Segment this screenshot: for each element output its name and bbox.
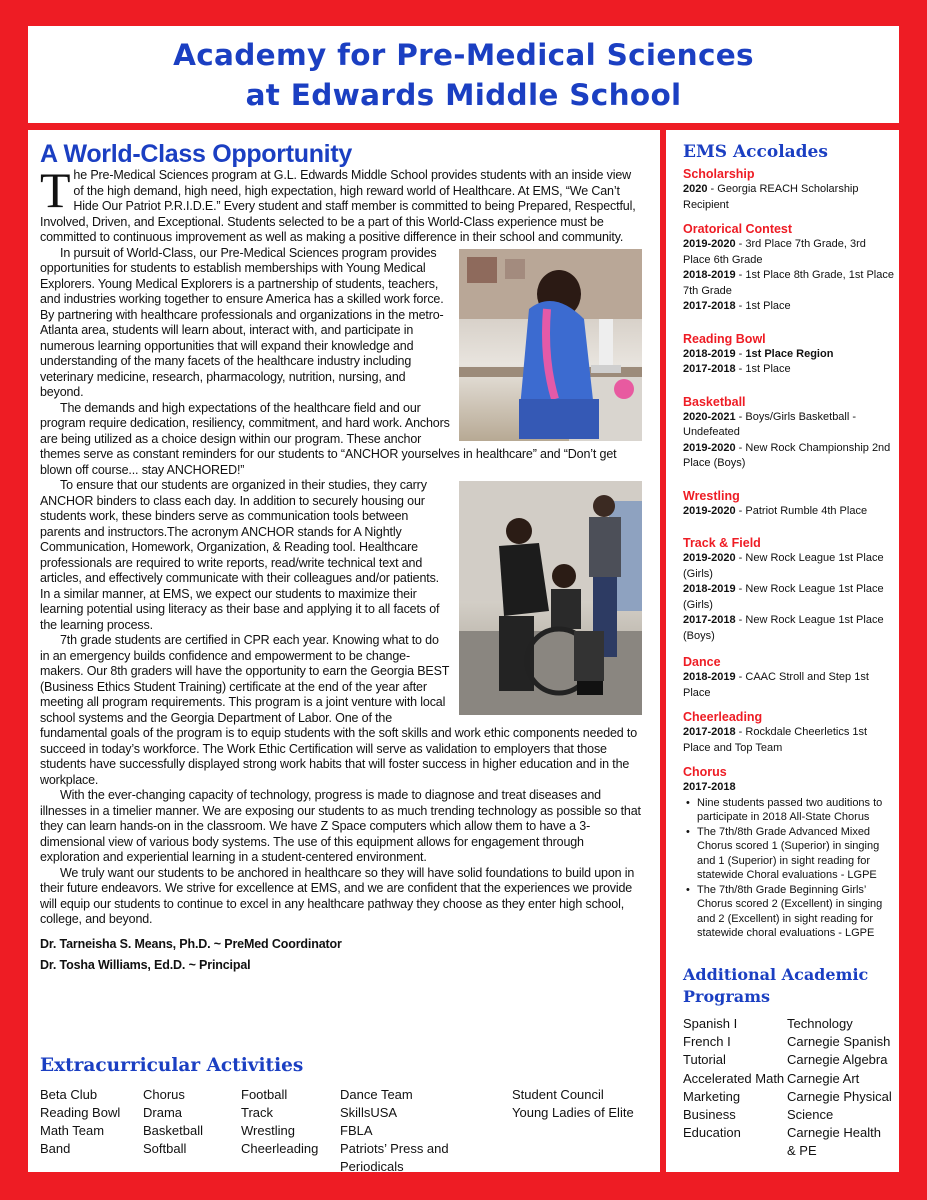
extracurricular-column [512,1086,636,1176]
photo-wheelchair-illustration [459,481,642,715]
accolade-heading: Reading Bowl [683,331,766,346]
program-item: Spanish I [683,1016,738,1031]
program-item: Carnegie Algebra [787,1052,888,1068]
program-item: Technology [787,1016,853,1031]
accolade-basketball [683,394,895,472]
accolade-entry: 2019-2020 - Patriot Rumble 4th Place [683,504,868,517]
activity-item: Young Ladies of Elite [512,1105,634,1120]
accolade-entry: 2017-2018 - New Rock League 1st Place (Boys) [683,614,884,642]
program-item: & PE [787,1143,817,1159]
paragraph-5: 7th grade students are certified in CPR each year. Knowing what to do in an emergency builds confidence and empowerment to be change-makers. Our 8th graders will have the opportunity to earn the Georgia BEST (Business Ethics Student Training) certificate at the end of the year after meeting all program requirements. This program is a joint venture with local school systems and the Georgia Department of Labor. One of the fundamental goals of the program is to equip students with the soft skills and work ethic components needed to succeed in today’s workforce. The Work Ethic Certification will serve as validation to employers that those students have successfully displayed strong work habits that will foster success in higher education and in the workplace. [40,633,638,787]
program-item: Business [683,1107,736,1123]
activity-item: Patriots’ Press and Periodicals [340,1141,449,1174]
paragraph-4: To ensure that our students are organized in their studies, they carry ANCHOR binders to class each day. In addition to securely housing our students work, these binders serve as communication tools between parents and instructors.The acronym ANCHOR stands for A Nightly Communication, Homework, Organization, & Reading tool. Healthcare professionals are required to write reports, read/write technical text and articles, and effectively communicate with their colleagues and/or patients. In a similar manner, at EMS, we expect our students to maximize their learning potential using literacy as their base and applying it to all facets of the learning process. [40,478,440,632]
accolade-reading-bowl [683,331,895,378]
program-item: French I [683,1034,731,1050]
paragraph-1 [40,162,644,246]
accolade-entry: 2018-2019 - 1st Place 8th Grade, 1st Place 7th Grade [683,269,894,297]
section-title: A World-Class Opportunity [40,140,352,168]
accolade-entry: 2017-2018 - 1st Place [683,363,791,375]
accolade-wrestling [683,488,895,520]
photo-microscope-illustration [459,249,642,441]
accolade-entry: 2018-2019 - CAAC Stroll and Step 1st Place [683,671,869,699]
activity-item: Softball [143,1141,187,1156]
accolade-dance [683,654,895,701]
accolade-cheerleading [683,709,895,756]
activity-item: Wrestling [241,1123,295,1138]
accolade-entry: 2019-2020 - New Rock League 1st Place (Girls) [683,552,884,580]
accolade-heading: Scholarship [683,167,755,181]
activity-item: Chorus [143,1087,185,1102]
activity-item: Math Team [40,1123,105,1138]
program-item: Carnegie Health [787,1125,881,1141]
activity-item: Beta Club [40,1087,98,1102]
program-item: Accelerated Math [683,1070,785,1086]
program-item: Science [787,1107,834,1123]
accolade-entry: 2017-2018 - 1st Place [683,300,791,312]
additional-programs-list [683,1015,895,1161]
photo-wheelchair-training [459,481,642,715]
program-item: Education [683,1125,741,1141]
activity-item: FBLA [340,1123,373,1138]
activity-item: Drama [143,1105,183,1120]
accolade-heading: Dance [683,655,721,669]
photo-student-microscope [459,249,642,441]
extracurricular-column [340,1086,498,1176]
extracurricular-list [40,1086,636,1176]
accolade-heading: Wrestling [683,488,740,503]
activity-item: Basketball [143,1123,203,1138]
accolade-entry: 2018-2019 - 1st Place Region [683,347,834,360]
accolade-entry: 2020 - Georgia REACH Scholarship Recipient [683,183,859,211]
accolade-heading: Oratorical Contest [683,222,793,236]
extracurricular-column [40,1086,129,1176]
accolade-chorus [683,764,895,941]
program-item: Carnegie Physical [787,1088,892,1104]
activity-item: Dance Team [340,1087,413,1102]
accolade-heading: Chorus [683,765,727,779]
page-title [28,26,899,115]
activity-item: Football [241,1087,288,1102]
accolade-entry: 2020-2021 - Boys/Girls Basketball - Undefeated [683,410,857,438]
extracurricular-column [143,1086,227,1176]
article-body [40,162,644,976]
accolade-heading: Track & Field [683,536,761,550]
programs-column [683,1015,787,1161]
accolades-list [683,164,895,941]
list-item: • The 7th/8th Grade Beginning Girls’ Chorus scored 2 (Excellent) in singing and 2 (Excellent) in sight reading for statewide choral evaluations - LGPE [683,883,895,941]
paragraph-7: We truly want our students to be anchored in healthcare so they will have solid foundations to build upon in their future endeavors. We strive for excellence at EMS, and we are confident that the experiences we provide will equip our students to continue to excel in any healthcare pathway they choose as they enter high school, college, and beyond. [40,865,635,926]
drop-cap: T [40,162,71,218]
signature-coordinator: Dr. Tarneisha S. Means, Ph.D. ~ PreMed Coordinator [40,936,342,951]
accolade-entry: 2018-2019 - New Rock League 1st Place (Girls) [683,583,884,611]
accolade-entry: 2017-2018 [683,781,736,793]
title-line-2: at Edwards Middle School [245,78,682,112]
paragraph-2: In pursuit of World-Class, our Pre-Medical Sciences program provides opportunities for students to establish memberships with Young Medical Explorers. Young Medical Explorers is a partnership of students, teachers, and industries working together to ensure America has a skilled work force. By partnering with healthcare professionals and organizations in the metro-Atlanta area, students will learn about, interact with, and participate in numerous learning opportunities that will expand their knowledge and understanding of the many facets of the healthcare industry including veterinary medicine, research, pharmacology, nutrition, nursing, and beyond. [40,245,444,399]
program-item: Marketing [683,1088,741,1104]
program-item: Carnegie Art [787,1070,860,1086]
activity-item: Student Council [512,1087,604,1102]
accolade-entry: 2019-2020 - 3rd Place 7th Grade, 3rd Place 6th Grade [683,238,866,266]
accolade-oratorical [683,221,895,315]
program-item: Carnegie Spanish [787,1034,891,1050]
accolade-heading: Basketball [683,394,746,409]
accolade-scholarship [683,166,895,213]
activity-item: Reading Bowl [40,1105,121,1120]
activity-item: Cheerleading [241,1141,319,1156]
accolades-title: EMS Accolades [683,142,828,162]
paragraph-1-text: he Pre-Medical Sciences program at G.L. Edwards Middle School provides students with an inside view of the high demand, high need, high expectation, high reward world of Healthcare. At EMS, “We Can’t Hide Our Patriot P.R.I.D.E.” Every student and staff member is committed to being Prepared, Respectful, Involved, Driven, and Exceptional. Students selected to be a part of this World-Class experience must be committed to continuous improvement as well as making a positive difference in their school and community. [40,168,636,244]
header-banner [28,26,899,123]
activity-item: SkillsUSA [340,1105,398,1120]
extracurricular-title: Extracurricular Activities [40,1055,304,1076]
chorus-bullets [683,796,895,941]
signature-principal: Dr. Tosha Williams, Ed.D. ~ Principal [40,957,251,972]
program-item: Tutorial [683,1052,726,1068]
activity-item: Band [40,1141,71,1156]
accolade-heading: Cheerleading [683,710,763,724]
paragraph-6: With the ever-changing capacity of technology, progress is made to diagnose and treat diseases and illnesses in a timelier manner. We are exposing our students to as much trending technology as possible so that they can learn hands-on in the classroom. We have Z Space computers which allow them to have a 3-dimensional view of various body systems. The use of this equipment allows for engagement through exploration and experiential learning in a student-centered environment. [40,788,641,864]
main-column [28,130,660,1172]
sidebar [666,130,899,1172]
activity-item: Track [241,1105,274,1120]
paragraph-3: The demands and high expectations of the healthcare field and our program require dedication, resiliency, commitment, and hard work. Anchors are being utilized as a choice design within our program. These anchor themes serve as constant reminders for our students to “ANCHOR yourselves in healthcare” and “Don’t get blown off course... stay ANCHORED!” [40,400,617,477]
extracurricular-column [241,1086,326,1176]
programs-column [787,1015,895,1161]
accolade-entry: 2017-2018 - Rockdale Cheerletics 1st Place and Top Team [683,726,868,754]
list-item: • Nine students passed two auditions to participate in 2018 All-State Chorus [683,796,895,825]
accolade-track [683,535,895,644]
additional-programs-title: Additional Academic Programs [683,965,869,1006]
list-item: • The 7th/8th Grade Advanced Mixed Chorus scored 1 (Superior) in singing and 1 (Superior) in sight reading for statewide Choral evaluations - LGPE [683,825,895,883]
signatures [40,934,644,976]
accolade-entry: 2019-2020 - New Rock Championship 2nd Place (Boys) [683,441,891,469]
title-line-1: Academy for Pre-Medical Sciences [173,38,754,72]
